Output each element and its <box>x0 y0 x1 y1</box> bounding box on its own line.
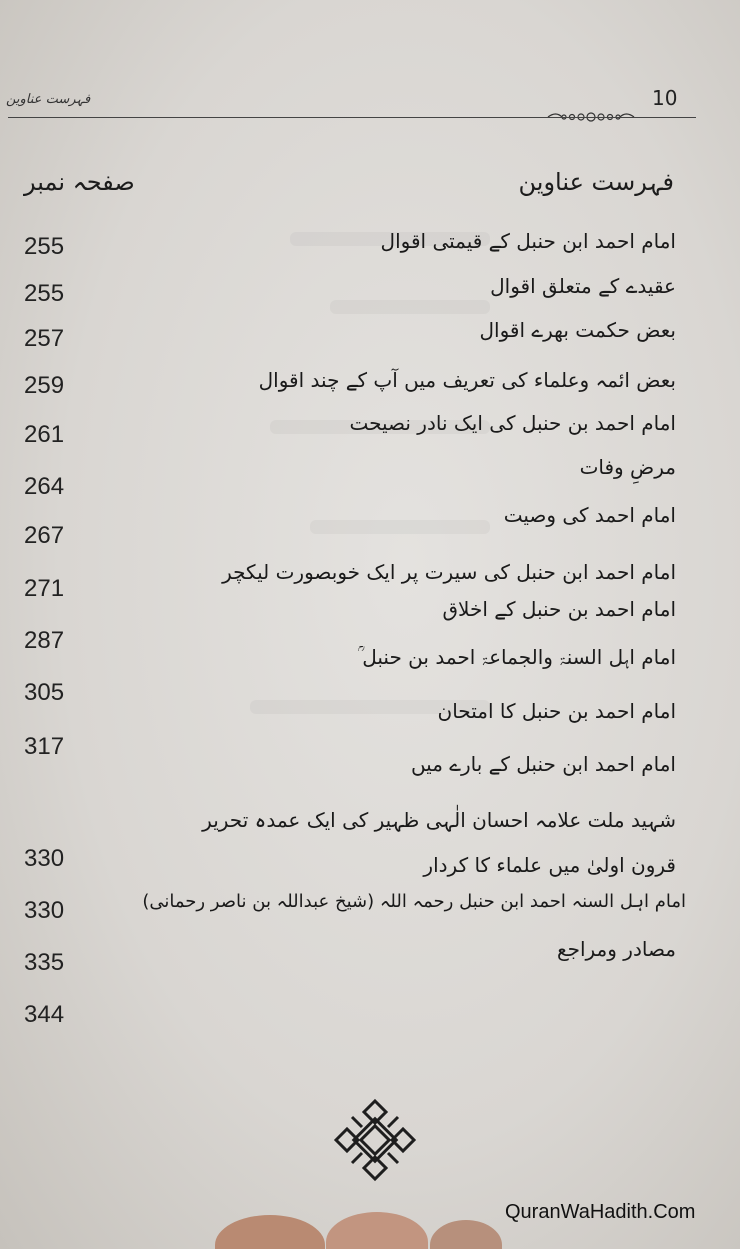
toc-entry-title: بعض ائمہ وعلماء کی تعریف میں آپ کے چند اقوال <box>258 368 676 392</box>
toc-entry-page: 317 <box>24 733 65 760</box>
toc-entry-title: مرضِ وفات <box>579 455 676 479</box>
toc-entry-page: 264 <box>24 473 65 500</box>
toc-entry-page: 330 <box>24 845 65 872</box>
toc-entry-page: 305 <box>24 679 65 706</box>
toc-entry-title: عقیدے کے متعلق اقوال <box>490 274 676 298</box>
toc-entry-title: امام احمد بن حنبل کا امتحان <box>437 699 676 723</box>
toc-entry-title: امام احمد کی وصیت <box>503 503 676 527</box>
toc-entry-page: 259 <box>24 372 65 399</box>
toc-entry-title: امام احمد ابن حنبل کے قیمتی اقوال <box>380 229 676 253</box>
toc-entry-title: امام احمد بن حنبل کے اخلاق <box>442 597 676 621</box>
toc-entry-page: 330 <box>24 897 65 924</box>
page-number: 10 <box>652 86 678 110</box>
toc-entry-page: 261 <box>24 421 65 448</box>
contents-heading: فہرست عناوین <box>518 168 674 196</box>
toc-entry-title: شہید ملت علامہ احسان الٰہی ظہیر کی ایک عمدہ تحریر <box>202 808 676 832</box>
toc-entry-page: 255 <box>24 233 65 260</box>
toc-entry-title: امام احمد ابن حنبل کے بارے میں <box>410 752 676 776</box>
footer-knot-ornament-icon <box>332 1097 418 1183</box>
toc-entry-page: 267 <box>24 522 65 549</box>
toc-entry-title: امام اہل السنہ احمد ابن حنبل رحمہ اللہ (شیخ عبداللہ بن ناصر رحمانی) <box>142 891 686 912</box>
toc-entry-title: مصادر ومراجع <box>556 937 676 961</box>
toc-entry-title: امام احمد بن حنبل کی ایک نادر نصیحت <box>349 411 676 435</box>
toc-entry-page: 255 <box>24 280 65 307</box>
toc-entry-page: 271 <box>24 575 65 602</box>
header-rule <box>8 117 696 118</box>
running-title: فہرست عناوین <box>6 92 91 107</box>
page-number-heading: صفحہ نمبر <box>24 168 135 196</box>
toc-entry-page: 287 <box>24 627 65 654</box>
bleed-through <box>330 300 490 314</box>
toc-entry-title: قرون اولیٰ میں علماء کا کردار <box>423 853 676 877</box>
watermark-text: QuranWaHadith.Com <box>505 1201 696 1223</box>
toc-entry-title: بعض حکمت بھرے اقوال <box>479 318 676 342</box>
toc-entry-page: 335 <box>24 949 65 976</box>
toc-entry-title: امام احمد ابن حنبل کی سیرت پر ایک خوبصورت لیکچر <box>222 560 676 584</box>
bleed-through <box>310 520 490 534</box>
toc-entry-title: امام اہل السنۃ والجماعۃ احمد بن حنبل ؒ <box>357 645 676 669</box>
toc-entry-page: 344 <box>24 1001 65 1028</box>
toc-entry-page: 257 <box>24 325 65 352</box>
